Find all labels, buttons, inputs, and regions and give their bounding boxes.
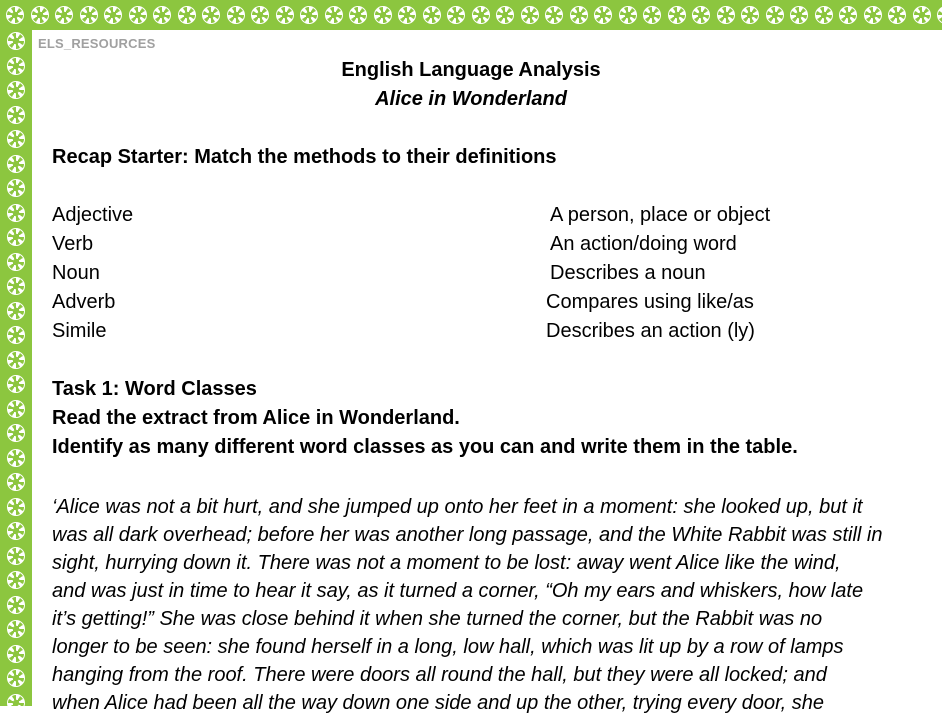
flower-border-icon <box>7 32 25 50</box>
flower-border-icon <box>7 155 25 173</box>
extract-line: and was just in time to hear it say, as it turned a corner, “Oh my ears and whiskers, how late <box>52 580 864 602</box>
extract-line: sight, hurrying down it. There was not a moment to be lost: away went Alice like the wind, <box>52 552 841 574</box>
flower-border-icon <box>913 6 931 24</box>
flower-border-icon <box>864 6 882 24</box>
flower-border-icon <box>7 473 25 491</box>
flower-border-icon <box>643 6 661 24</box>
flower-border-icon <box>888 6 906 24</box>
flower-border-icon <box>7 669 25 687</box>
definition-item: Describes an action (ly) <box>546 320 755 342</box>
flower-border-icon <box>7 277 25 295</box>
flower-border-icon <box>521 6 539 24</box>
flower-border-icon <box>276 6 294 24</box>
definition-item: A person, place or object <box>550 204 771 226</box>
document-title: English Language Analysis <box>341 59 601 81</box>
flower-border-icon <box>7 253 25 271</box>
flower-border-icon <box>7 204 25 222</box>
flower-border-icon <box>7 228 25 246</box>
flower-border-icon <box>7 694 25 707</box>
extract-line: it’s getting!” She was close behind it when she turned the corner, but the Rabbit was no <box>52 608 823 630</box>
flower-border-icon <box>741 6 759 24</box>
flower-border-icon <box>6 6 24 24</box>
decorative-border-top <box>0 0 942 30</box>
flower-border-icon <box>7 400 25 418</box>
flower-border-icon <box>55 6 73 24</box>
flower-border-icon <box>766 6 784 24</box>
flower-border-icon <box>472 6 490 24</box>
extract-line: when Alice had been all the way down one side and up the other, trying every door, she <box>52 692 824 714</box>
flower-border-icon <box>496 6 514 24</box>
flower-border-icon <box>7 449 25 467</box>
extract-line: hanging from the roof. There were doors all round the hall, but they were all locked; and <box>52 664 827 686</box>
watermark: ELS_RESOURCES <box>38 36 156 51</box>
flower-border-icon <box>7 375 25 393</box>
flower-border-icon <box>31 6 49 24</box>
flower-border-icon <box>153 6 171 24</box>
term-item: Noun <box>52 262 100 284</box>
flower-border-icon <box>7 620 25 638</box>
term-item: Verb <box>52 233 94 255</box>
flower-border-icon <box>7 522 25 540</box>
flower-border-icon <box>398 6 416 24</box>
flower-border-icon <box>325 6 343 24</box>
flower-border-icon <box>300 6 318 24</box>
flower-border-icon <box>7 130 25 148</box>
flower-border-icon <box>619 6 637 24</box>
flower-border-icon <box>202 6 220 24</box>
flower-border-icon <box>790 6 808 24</box>
flower-border-icon <box>7 645 25 663</box>
flower-border-icon <box>570 6 588 24</box>
flower-border-icon <box>839 6 857 24</box>
flower-border-icon <box>104 6 122 24</box>
flower-border-icon <box>80 6 98 24</box>
flower-border-icon <box>815 6 833 24</box>
flower-border-icon <box>594 6 612 24</box>
task1-instruction: Read the extract from Alice in Wonderland. <box>52 407 460 429</box>
flower-border-icon <box>7 596 25 614</box>
flower-border-icon <box>692 6 710 24</box>
term-item: Adverb <box>52 291 116 313</box>
flower-border-icon <box>178 6 196 24</box>
decorative-border-left <box>0 30 32 706</box>
flower-border-icon <box>717 6 735 24</box>
flower-border-icon <box>7 302 25 320</box>
extract-line: was all dark overhead; before her was another long passage, and the White Rabbit was still in <box>52 524 883 546</box>
task1-instruction: Identify as many different word classes as you can and write them in the table. <box>52 436 798 458</box>
flower-border-icon <box>7 326 25 344</box>
definition-item: Describes a noun <box>550 262 706 284</box>
task1-heading: Task 1: Word Classes <box>52 378 257 400</box>
flower-border-icon <box>668 6 686 24</box>
flower-border-icon <box>7 351 25 369</box>
extract-passage <box>52 493 912 717</box>
flower-border-icon <box>349 6 367 24</box>
term-item: Adjective <box>52 204 134 226</box>
flower-border-icon <box>374 6 392 24</box>
flower-border-icon <box>545 6 563 24</box>
flower-border-icon <box>7 571 25 589</box>
definition-item: An action/doing word <box>550 233 737 255</box>
flower-border-icon <box>7 424 25 442</box>
recap-heading: Recap Starter: Match the methods to their definitions <box>52 146 557 168</box>
flower-border-icon <box>7 547 25 565</box>
definition-item: Compares using like/as <box>546 291 754 313</box>
extract-line: longer to be seen: she found herself in a long, low hall, which was lit up by a row of lamps <box>52 636 844 658</box>
flower-border-icon <box>7 498 25 516</box>
document-subtitle: Alice in Wonderland <box>375 88 567 110</box>
flower-border-icon <box>447 6 465 24</box>
flower-border-icon <box>937 6 942 24</box>
extract-line: ‘Alice was not a bit hurt, and she jumped up onto her feet in a moment: she looked up, but it <box>52 496 863 518</box>
term-item: Simile <box>52 320 107 342</box>
flower-border-icon <box>227 6 245 24</box>
flower-border-icon <box>7 179 25 197</box>
flower-border-icon <box>129 6 147 24</box>
flower-border-icon <box>251 6 269 24</box>
flower-border-icon <box>423 6 441 24</box>
